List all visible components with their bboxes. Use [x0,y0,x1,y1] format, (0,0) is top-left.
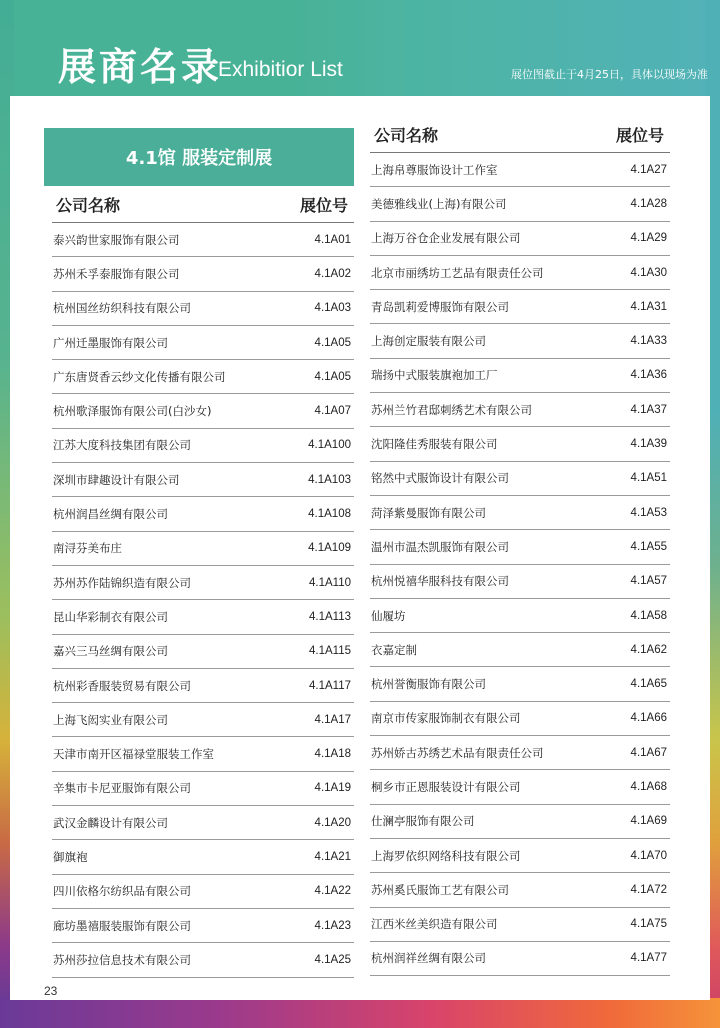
company-name: 桐乡市正恩服装设计有限公司 [371,779,521,794]
booth-number: 4.1A69 [630,815,667,828]
company-name: 杭州誉衡服饰有限公司 [371,677,486,692]
booth-number: 4.1A20 [314,816,351,829]
company-name: 苏州苏作陆锦织造有限公司 [53,575,191,590]
exhibitor-row [370,702,670,736]
booth-number: 4.1A18 [314,748,351,761]
company-name: 杭州润昌丝绸有限公司 [53,507,168,522]
left-exhibitor-list [52,222,354,978]
company-column-label: 公司名称 [374,125,439,145]
exhibitor-row [52,566,354,600]
company-name: 杭州彩香服装贸易有限公司 [53,678,191,693]
company-name: 泰兴韵世家服饰有限公司 [53,232,180,247]
exhibitor-row [52,600,354,634]
booth-number: 4.1A117 [309,679,351,692]
booth-number: 4.1A109 [308,542,351,555]
booth-number: 4.1A29 [630,232,667,245]
booth-number: 4.1A25 [314,953,351,966]
company-name: 广州迁墨服饰有限公司 [53,335,168,350]
exhibitor-row [370,359,670,393]
exhibitor-row [52,703,354,737]
company-name: 青岛凯莉爱博服饰有限公司 [371,299,509,314]
booth-number: 4.1A01 [314,233,351,246]
exhibitor-row [370,324,670,358]
company-name: 深圳市肆趣设计有限公司 [53,472,180,487]
company-name: 上海创定服装有限公司 [371,334,486,349]
exhibitor-row [370,256,670,290]
company-name: 辛集市卡尼亚服饰有限公司 [53,781,191,796]
booth-number: 4.1A100 [308,439,351,452]
company-name: 天津市南开区福禄堂服装工作室 [53,747,214,762]
exhibitor-row [52,532,354,566]
booth-number: 4.1A05 [314,370,351,383]
company-name: 御旗袍 [53,849,88,864]
company-name: 仕澜亭服饰有限公司 [371,814,475,829]
exhibitor-row [370,599,670,633]
booth-number: 4.1A28 [630,197,667,210]
exhibitor-row [52,772,354,806]
company-name: 上海罗依织网络科技有限公司 [371,848,521,863]
company-name: 沈阳隆佳秀服装有限公司 [371,437,498,452]
exhibitor-row [52,635,354,669]
booth-number: 4.1A30 [630,266,667,279]
company-name: 南浔芬美布庄 [53,541,122,556]
company-name: 铭然中式服饰设计有限公司 [371,471,509,486]
company-name: 苏州奚氏服饰工艺有限公司 [371,882,509,897]
exhibitor-row [370,427,670,461]
booth-column-label: 展位号 [615,125,664,145]
booth-number: 4.1A31 [630,300,667,313]
booth-number: 4.1A67 [630,746,667,759]
exhibitor-row [370,770,670,804]
booth-number: 4.1A115 [309,645,351,658]
company-name: 上海帛尊服饰设计工作室 [371,162,498,177]
company-name: 杭州歌泽服饰有限公司(白沙女) [53,404,212,419]
booth-number: 4.1A05 [314,336,351,349]
booth-number: 4.1A65 [630,678,667,691]
company-name: 杭州国丝纺织科技有限公司 [53,301,191,316]
company-name: 苏州娇古苏绣艺术品有限责任公司 [371,745,544,760]
booth-number: 4.1A70 [630,849,667,862]
exhibitor-row [370,565,670,599]
company-name: 廊坊墨禧服装服饰有限公司 [53,918,191,933]
exhibitor-row [370,633,670,667]
exhibitor-row [370,805,670,839]
exhibitor-row [52,497,354,531]
exhibitor-row [52,875,354,909]
exhibitor-row [52,840,354,874]
company-name: 苏州莎拉信息技术有限公司 [53,952,191,967]
exhibitor-row [370,462,670,496]
company-name: 嘉兴三马丝绸有限公司 [53,644,168,659]
booth-number: 4.1A113 [309,610,351,623]
booth-number: 4.1A03 [314,302,351,315]
exhibitor-row [52,943,354,977]
company-name: 温州市温杰凯服饰有限公司 [371,539,509,554]
company-name: 四川依格尔纺织品有限公司 [53,884,191,899]
company-name: 上海万谷仓企业发展有限公司 [371,231,521,246]
booth-column-label: 展位号 [299,195,348,215]
page-title-english: Exhibitior List [218,58,343,81]
company-name: 广东唐贤香云纱文化传播有限公司 [53,369,226,384]
booth-number: 4.1A21 [314,850,351,863]
exhibitor-row [52,360,354,394]
booth-number: 4.1A75 [630,918,667,931]
booth-number: 4.1A62 [630,643,667,656]
exhibitor-row [52,394,354,428]
booth-number: 4.1A23 [314,919,351,932]
exhibitor-row [52,292,354,326]
exhibitor-row [52,737,354,771]
exhibitor-row [370,873,670,907]
booth-number: 4.1A17 [314,713,351,726]
company-name: 江西米丝美织造有限公司 [371,917,498,932]
booth-number: 4.1A51 [630,472,667,485]
exhibitor-row [370,839,670,873]
company-name: 仙履坊 [371,608,406,623]
booth-number: 4.1A66 [630,712,667,725]
booth-number: 4.1A37 [630,403,667,416]
exhibitor-row [52,223,354,257]
company-name: 瑞扬中式服装旗袍加工厂 [371,368,498,383]
exhibitor-row [370,187,670,221]
booth-number: 4.1A07 [314,405,351,418]
exhibitor-row [52,669,354,703]
page-number: 23 [44,984,58,998]
company-name: 菏泽紫曼服饰有限公司 [371,505,486,520]
exhibitor-row [370,667,670,701]
company-column-label: 公司名称 [56,195,121,215]
left-column [52,186,354,978]
disclaimer-note: 展位图截止于4月25日，具体以现场为准 [511,68,708,81]
exhibitor-row [370,942,670,976]
company-name: 苏州兰竹君邸刺绣艺术有限公司 [371,402,532,417]
exhibitor-row [52,326,354,360]
bottom-gradient-border [0,998,720,1028]
booth-number: 4.1A36 [630,369,667,382]
exhibitor-row [370,496,670,530]
page-header [0,0,720,96]
booth-number: 4.1A108 [308,508,351,521]
company-name: 杭州润祥丝绸有限公司 [371,951,486,966]
exhibitor-row [52,429,354,463]
exhibitor-row [370,530,670,564]
booth-number: 4.1A68 [630,780,667,793]
booth-number: 4.1A22 [314,885,351,898]
company-name: 上海飞闳实业有限公司 [53,712,168,727]
booth-number: 4.1A39 [630,438,667,451]
exhibitor-row [370,908,670,942]
booth-number: 4.1A27 [630,163,667,176]
exhibitor-row [370,393,670,427]
company-name: 衣嘉定制 [371,642,417,657]
exhibitor-row [370,290,670,324]
company-name: 武汉金麟设计有限公司 [53,815,168,830]
company-name: 美德雅线业(上海)有限公司 [371,196,507,211]
right-exhibitor-list [370,153,670,976]
exhibitor-row [52,463,354,497]
booth-number: 4.1A55 [630,540,667,553]
company-name: 苏州禾孚泰服饰有限公司 [53,266,180,281]
booth-number: 4.1A33 [630,335,667,348]
hall-banner: 4.1馆 服装定制展 [44,128,354,186]
booth-number: 4.1A02 [314,267,351,280]
exhibitor-row [52,909,354,943]
exhibitor-row [370,222,670,256]
booth-number: 4.1A53 [630,506,667,519]
right-column-header [370,116,670,153]
booth-number: 4.1A58 [630,609,667,622]
company-name: 北京市丽绣坊工艺品有限责任公司 [371,265,544,280]
page-title-chinese: 展商名录 [58,45,223,89]
booth-number: 4.1A19 [314,782,351,795]
booth-number: 4.1A103 [308,473,351,486]
company-name: 昆山华彩制衣有限公司 [53,609,168,624]
company-name: 江苏大度科技集团有限公司 [53,438,191,453]
booth-number: 4.1A57 [630,575,667,588]
company-name: 南京市传家服饰制衣有限公司 [371,711,521,726]
company-name: 杭州悦禧华服科技有限公司 [371,574,509,589]
exhibitor-row [52,806,354,840]
exhibitor-row [370,736,670,770]
booth-number: 4.1A77 [630,952,667,965]
exhibitor-row [52,257,354,291]
right-column [370,116,670,976]
content-panel [10,96,710,1000]
left-column-header [52,186,354,222]
booth-number: 4.1A72 [630,883,667,896]
exhibitor-row [370,153,670,187]
booth-number: 4.1A110 [309,576,351,589]
